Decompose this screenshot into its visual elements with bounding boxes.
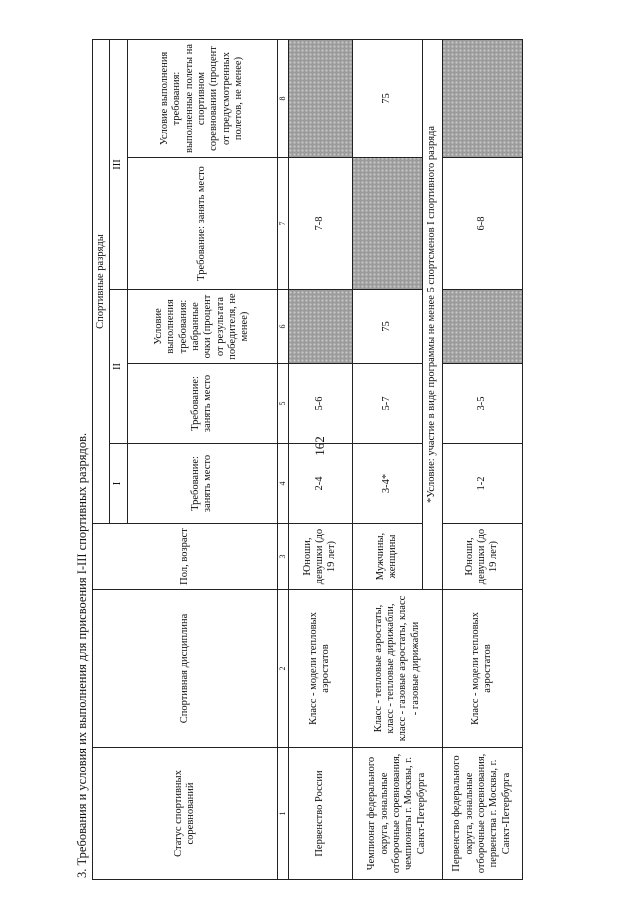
header-req-place-1: Требование: занять место <box>127 444 277 524</box>
header-gender-age: Пол, возраст <box>93 524 278 590</box>
cell-rank3-place-shaded <box>352 158 422 290</box>
cell-discipline: Класс - модели тепловых аэростатов <box>442 590 522 748</box>
cell-gender-age: Юноши, девушки (до 19 лет) <box>288 524 352 590</box>
column-number: 4 <box>277 444 288 524</box>
page-number: 162 <box>312 436 327 456</box>
cell-gender-age: Мужчины, женщины <box>352 524 422 590</box>
table-row <box>288 39 352 879</box>
header-rank-2: II <box>110 290 127 444</box>
cell-status: Первенство России <box>288 748 352 880</box>
cell-discipline: Класс - модели тепловых аэростатов <box>288 590 352 748</box>
column-number: 5 <box>277 364 288 444</box>
cell-rank1-place: 1-2 <box>442 444 522 524</box>
header-cond-3: Условие выполнения требования: выполненные полеты на спортивном соревновании (процент от предусмотренных полетов, не менее) <box>127 39 277 157</box>
table-row <box>442 39 522 879</box>
cell-status: Первенство федерального округа, зональные отборочные соревнования, первенства г. Москвы, г. Санкт-Петербурга <box>442 748 522 880</box>
cell-rank3-place: 6-8 <box>442 158 522 290</box>
cell-discipline: Класс - тепловые аэростаты, класс - тепловые дирижабли, класс - газовые аэростаты, класс - газовые дирижабли <box>352 590 442 748</box>
column-number: 2 <box>277 590 288 748</box>
column-number: 6 <box>277 290 288 364</box>
header-status: Статус спортивных соревнований <box>93 748 278 880</box>
table-note: *Условие: участие в виде программы не менее 5 спортсменов I спортивного разряда <box>422 39 442 589</box>
cell-rank2-cond-shaded <box>288 290 352 364</box>
header-rank-3: III <box>110 39 127 289</box>
header-req-place-2: Требование: занять место <box>127 364 277 444</box>
column-number: 8 <box>277 39 288 157</box>
column-number: 1 <box>277 748 288 880</box>
cell-rank1-place: 3-4* <box>352 444 422 524</box>
cell-rank3-cond: 75 <box>352 39 422 157</box>
table-caption: 3. Требования и условия их выполнения для присвоения I-III спортивных разрядов. <box>75 432 89 878</box>
cell-rank2-cond-shaded <box>442 290 522 364</box>
cell-rank3-cond-shaded <box>442 39 522 157</box>
cell-rank2-cond: 75 <box>352 290 422 364</box>
header-ranks: Спортивные разряды <box>93 39 110 523</box>
cell-status: Чемпионат федерального округа, зональные отборочные соревнования, чемпионаты г. Москвы, г. Санкт-Петербурга <box>352 748 442 880</box>
cell-rank2-place: 5-7 <box>352 364 422 444</box>
table-row <box>352 39 422 879</box>
cell-rank3-place: 7-8 <box>288 158 352 290</box>
header-req-place-3: Требование: занять место <box>127 158 277 290</box>
header-discipline: Спортивная дисциплина <box>93 590 278 748</box>
cell-gender-age: Юноши, девушки (до 19 лет) <box>442 524 522 590</box>
header-rank-1: I <box>110 444 127 524</box>
column-number: 7 <box>277 158 288 290</box>
cell-rank3-cond-shaded <box>288 39 352 157</box>
cell-rank2-place: 3-5 <box>442 364 522 444</box>
cell-rank2-place: 5-6 <box>288 364 352 444</box>
cell-rank1-place: 2-4 <box>288 444 352 524</box>
column-number: 3 <box>277 524 288 590</box>
rotated-page-content <box>72 40 640 880</box>
requirements-table <box>92 39 523 880</box>
header-cond-2: Условие выполнения требования: набранные очки (процент от результата победителя, не менее) <box>127 290 277 364</box>
